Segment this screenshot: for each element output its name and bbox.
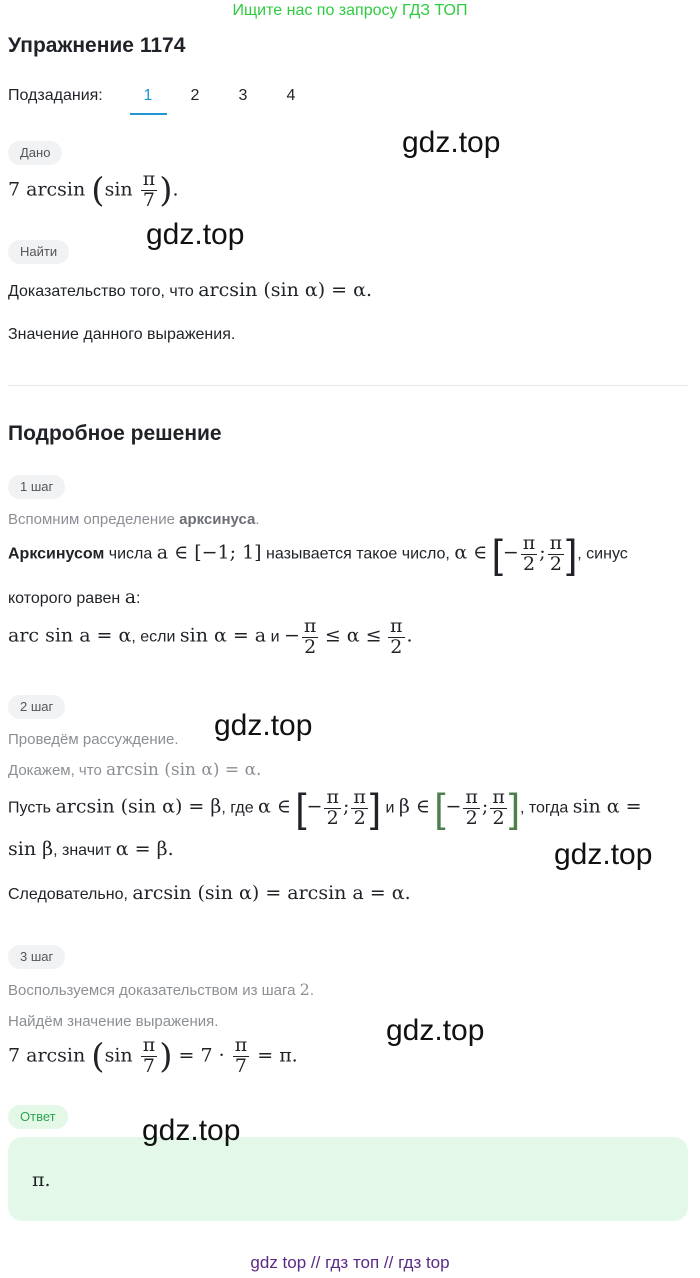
step3-find: Найдём значение выражения. — [8, 1013, 219, 1030]
tab-subtask-1[interactable]: 1 — [143, 87, 153, 104]
step1-chip: 1 шаг — [8, 475, 65, 499]
tab-subtask-4[interactable]: 4 — [286, 87, 296, 104]
solution-title: Подробное решение — [8, 422, 222, 445]
step2-let-line2: sin β, значит α = β. — [8, 838, 174, 860]
tab-subtask-3[interactable]: 3 — [238, 87, 248, 104]
page-title: Упражнение 1174 — [8, 34, 186, 57]
step1-definition: Арксинусом числа a ∈ [−1; 1] называется такое число, α ∈ [− $\frac{\pi}{2}$ ; $\frac{\pi}{2}$ ], синус — [8, 532, 628, 577]
step2-let: Пусть arcsin (sin α) = β, где α ∈ [− $\frac{\pi}{2}$ ; $\frac{\pi}{2}$ ] и β ∈ [− $\frac{\pi}{2}$ ; $\frac{\pi}{2}$ ], тогда sin α = — [8, 786, 642, 831]
answer-chip: Ответ — [8, 1105, 68, 1129]
divider — [8, 385, 688, 386]
watermark: gdz.top — [142, 1114, 241, 1147]
find-line-1: Доказательство того, что arcsin (sin α) = α. — [8, 279, 372, 301]
search-banner: Ищите нас по запросу ГДЗ ТОП — [232, 2, 468, 19]
step3-chip: 3 шаг — [8, 945, 65, 969]
subtasks-label: Подзадания: — [8, 87, 103, 104]
answer-value: π. — [32, 1169, 51, 1191]
step1-intro: Вспомним определение арксинуса. — [8, 511, 260, 528]
footer-links[interactable]: gdz top // гдз топ // гдз top — [250, 1253, 450, 1272]
find-chip: Найти — [8, 240, 69, 264]
find-line-2: Значение данного выражения. — [8, 326, 236, 343]
watermark: gdz.top — [554, 838, 653, 871]
step2-chip: 2 шаг — [8, 695, 65, 719]
tab-subtask-2[interactable]: 2 — [190, 87, 200, 104]
watermark: gdz.top — [146, 218, 245, 251]
watermark: gdz.top — [402, 126, 501, 159]
step2-intro: Проведём рассуждение. — [8, 731, 179, 748]
step3-intro: Воспользуемся доказательством из шага 2. — [8, 980, 315, 999]
step2-conclusion: Следовательно, arcsin (sin α) = arcsin a = α. — [8, 882, 411, 904]
step1-formula: arc sin a = α, если sin α = a и − $\frac{\pi}{2}$ ≤ α ≤ $\frac{\pi}{2}$ . — [8, 615, 413, 658]
step2-prove: Докажем, что arcsin (sin α) = α. — [8, 760, 262, 780]
step3-formula: 7 arcsin (sin $\frac{\pi}{7}$ ) = 7 · $\frac{\pi}{7}$ = π. — [8, 1034, 298, 1077]
watermark: gdz.top — [214, 709, 313, 742]
given-chip: Дано — [8, 141, 62, 165]
step1-definition-line2: которого равен a: — [8, 586, 141, 608]
watermark: gdz.top — [386, 1014, 485, 1047]
given-expression: 7 arcsin (sin $\frac{\pi}{7}$ ). — [8, 168, 179, 211]
active-tab-indicator — [130, 113, 167, 115]
answer-box — [8, 1137, 688, 1221]
